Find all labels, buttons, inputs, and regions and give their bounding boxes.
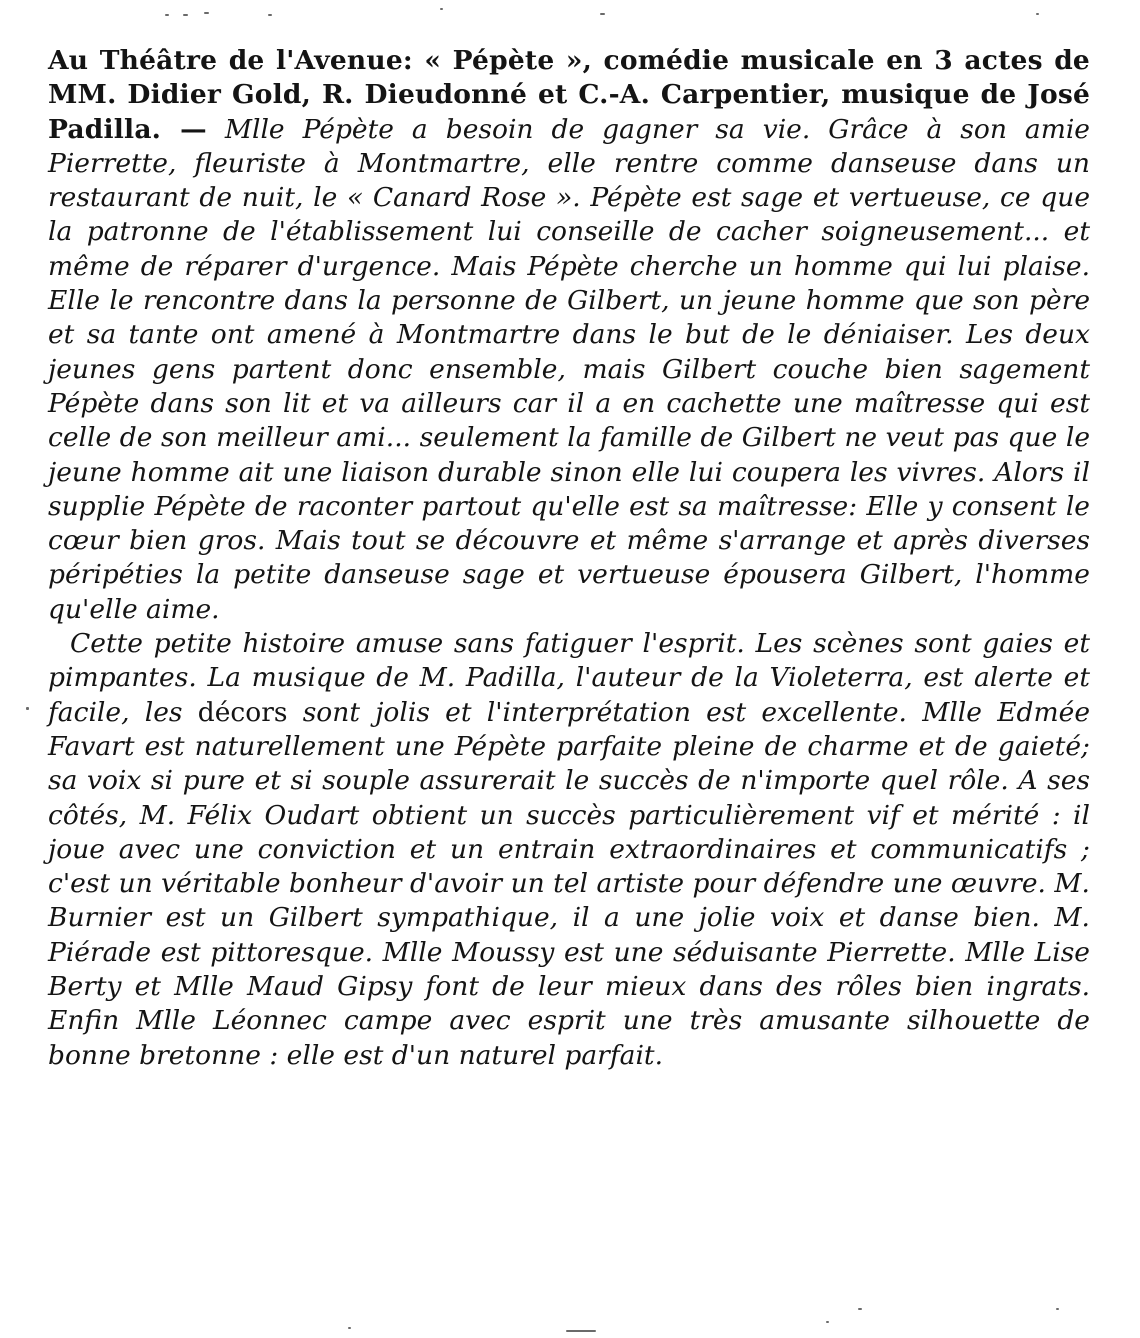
scan-speck [26,707,29,710]
critique-text-end: sont jolis et l'interprétation est excellente. Mlle Edmée Favart est naturellement une Pépète parfaite pleine de charme et de gaieté; sa voix si pure et si souple assurerait le succès de n'importe quel rôle. A ses côtés, M. Félix Oudart obtient un succès particulièrement vif et mérité : il joue avec une conviction et un entrain extraordinaires et communicatifs ; c'est un véritable bonheur d'avoir un tel artiste pour défendre une œuvre. M. Burnier est un Gilbert sympathique, il a une jolie voix et danse bien. M. Piérade est pittoresque. Mlle Moussy est une séduisante Pierrette. Mlle Lise Berty et Mlle Maud Gipsy font de leur mieux dans des rôles bien ingrats. Enfin Mlle Léonnec campe avec esprit une très amusante silhouette de bonne bretonne : elle est d'un naturel parfait. [48,696,1090,1071]
scan-speck [858,1308,862,1310]
scan-speck [165,14,169,16]
plot-summary: Mlle Pépète a besoin de gagner sa vie. Grâce à son amie Pierrette, fleuriste à Montmartre, elle rentre comme danseuse dans un restaurant de nuit, le « Canard Rose ». Pépète est sage et vertueuse, ce que la patronne de l'établissement lui conseille de cacher soigneusement... et même de réparer d'urgence. Mais Pépète cherche un homme qui lui plaise. Elle le rencontre dans la personne de Gilbert, un jeune homme que son père et sa tante ont amené à Montmartre dans le but de le déniaiser. Les deux jeunes gens partent donc ensemble, mais Gilbert couche bien sagement Pépète dans son lit et va ailleurs car il a en cachette une maîtresse qui est celle de son meilleur ami... seulement la famille de Gilbert ne veut pas que le jeune homme ait une liaison durable sinon elle lui coupera les vivres. Alors il supplie Pépète de raconter partout qu'elle est sa maîtresse: Elle y consent le cœur bien gros. Mais tout se découvre et même s'arrange et après diverses péripéties la petite danseuse sage et vertueuse épousera Gilbert, l'homme qu'elle aime. [48,113,1090,625]
review-paragraph-critique [48,627,1090,1073]
scan-speck [1056,1308,1059,1310]
scan-speck [566,1330,596,1332]
critique-text-start: Cette petite histoire amuse sans fatiguer l'esprit. Les scènes sont gaies et pimpantes. La musique de M. Padilla, l'auteur de la Violeterra, est alerte et facile, les [48,628,1090,728]
scan-speck [1036,13,1039,15]
scan-speck [826,1321,829,1323]
critique-roman-word: décors [197,696,288,728]
scan-speck [440,8,443,10]
scan-speck [268,14,272,16]
review-paragraph-plot [48,44,1090,627]
show-heading: Au Théâtre de l'Avenue: « Pépète », comédie musicale en 3 actes de MM. Didier Gold, R. Dieudonné et C.-A. Carpentier, musique de José Padilla. — [48,45,1090,145]
scan-speck [600,13,605,15]
scan-speck [348,1327,351,1329]
article-column [48,44,1090,1073]
scan-speck [183,14,188,16]
scan-speck [204,12,209,14]
